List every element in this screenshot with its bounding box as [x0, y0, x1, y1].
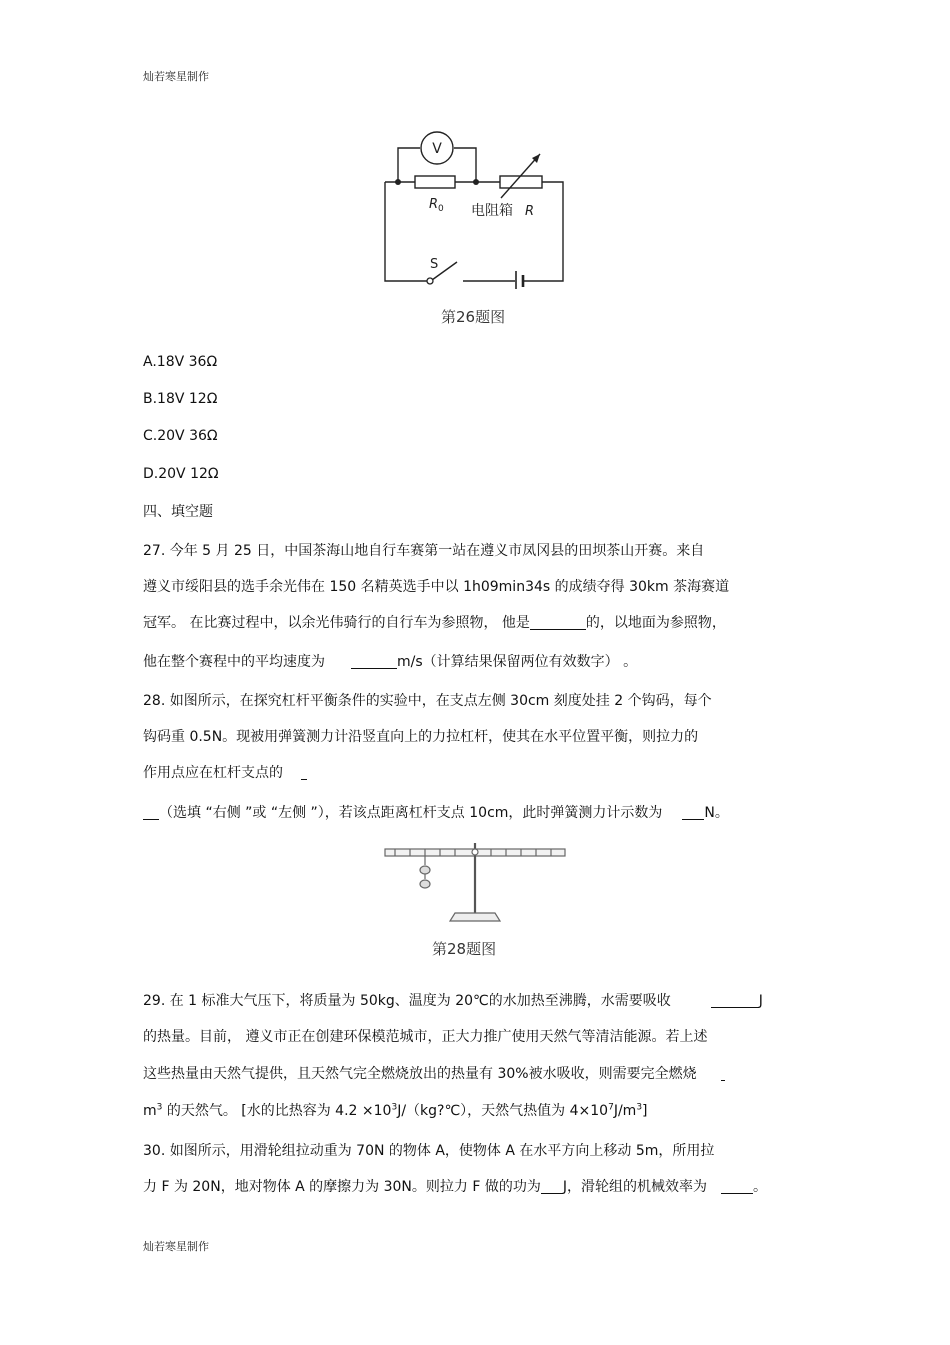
q29-sup: 3 [156, 1102, 163, 1113]
option-c: C.20V 36Ω [143, 428, 218, 444]
q27-line4 [143, 651, 637, 671]
q29-line1 [143, 990, 763, 1010]
q29-line3-text: 这些热量由天然气提供，且天然气完全燃烧放出的热量有 30%被水吸收，则需要完全燃烧 [143, 1066, 697, 1082]
q30-line1: 30. 如图所示，用滑轮组拉动重为 70N 的物体 A，使物体 A 在水平方向上移动 5m，所用拉 [143, 1143, 715, 1159]
q29-line1-a: 29. 在 1 标准大气压下，将质量为 50kg、温度为 20℃的水加热至沸腾，水需要吸收 [143, 993, 671, 1009]
section-title: 四、填空题 [143, 504, 213, 520]
q29-line1-b: J [758, 993, 763, 1009]
answer-blank [351, 654, 397, 669]
answer-blank [541, 1179, 563, 1194]
q29-sup: 3 [636, 1102, 643, 1113]
resistance-box-label: 电阻箱 [471, 203, 513, 219]
fig28-caption: 第28题图 [432, 940, 497, 958]
answer-blank [143, 805, 159, 820]
option-a: A.18V 36Ω [143, 354, 218, 370]
r0-label: R [429, 197, 439, 212]
q29-bracket: ] [642, 1103, 648, 1119]
q30-line2 [143, 1176, 767, 1196]
q27-line3-b: 的，以地面为参照物， [585, 615, 726, 631]
q27-line4-a: 他在整个赛程中的平均速度为 [143, 654, 325, 670]
fig26-caption: 第26题图 [441, 308, 506, 326]
q27-line3 [143, 612, 726, 632]
answer-blank [682, 805, 704, 820]
answer-blank [301, 765, 307, 780]
option-b: B.18V 12Ω [143, 391, 218, 407]
q29-heat-value: J/（kg?℃），天然气热值为 4×10 [397, 1103, 609, 1119]
r0-subscript: 0 [438, 204, 444, 214]
q27-line3-a: 冠军。 在比赛过程中，以余光伟骑行的自行车为参照物， 他是 [143, 615, 530, 631]
lever-diagram [375, 835, 575, 930]
circuit-diagram [375, 124, 575, 289]
page-footer: 灿若寒星制作 [143, 1240, 209, 1253]
q28-line3 [143, 762, 307, 782]
q29-line4 [143, 1100, 648, 1120]
q27-line1: 27. 今年 5 月 25 日，中国茶海山地自行车赛第一站在遵义市凤冈县的田坝茶山开赛。来自 [143, 543, 705, 559]
q28-line3-text: 作用点应在杠杆支点的 [143, 765, 283, 781]
resistance-box-var: R [525, 204, 535, 219]
voltmeter-label: V [432, 141, 442, 157]
q29-unit-m: m [143, 1103, 157, 1119]
answer-blank [711, 993, 759, 1008]
answer-blank [530, 615, 586, 630]
q27-line4-b: m/s（计算结果保留两位有效数字） 。 [397, 654, 638, 670]
q29-heat-capacity: 的天然气。 [水的比热容为 4.2 ×10 [162, 1103, 392, 1119]
option-d: D.20V 12Ω [143, 466, 219, 482]
q28-line2: 钩码重 0.5N。现被用弹簧测力计沿竖直向上的力拉杠杆，使其在水平位置平衡，则拉力的 [143, 729, 699, 745]
q28-line4 [143, 802, 729, 822]
q27-line2: 遵义市绥阳县的选手余光伟在 150 名精英选手中以 1h09min34s 的成绩夺得 30km 茶海赛道 [143, 579, 730, 595]
q28-line1: 28. 如图所示，在探究杠杆平衡条件的实验中，在支点左侧 30cm 刻度处挂 2 个钩码，每个 [143, 693, 712, 709]
q30-line2-c: 。 [753, 1179, 767, 1195]
q29-unit: J/m [613, 1103, 637, 1119]
q29-sup: 7 [608, 1102, 614, 1113]
q29-sup: 3 [391, 1102, 398, 1113]
switch-label: S [430, 257, 439, 272]
q30-line2-a: 力 F 为 20N，地对物体 A 的摩擦力为 30N。则拉力 F 做的功为 [143, 1179, 541, 1195]
answer-blank [721, 1066, 725, 1081]
q29-line2: 的热量。目前， 遵义市正在创建环保模范城市，正大力推广使用天然气等清洁能源。若上述 [143, 1029, 708, 1045]
answer-blank [721, 1179, 753, 1194]
q29-line3 [143, 1063, 725, 1083]
q28-line4-a: （选填 “右侧 ”或 “左侧 ”），若该点距离杠杆支点 10cm，此时弹簧测力计示数为 [159, 805, 663, 821]
q28-line4-b: N。 [704, 805, 729, 821]
q30-line2-b: J，滑轮组的机械效率为 [562, 1179, 707, 1195]
page-header: 灿若寒星制作 [143, 70, 209, 83]
